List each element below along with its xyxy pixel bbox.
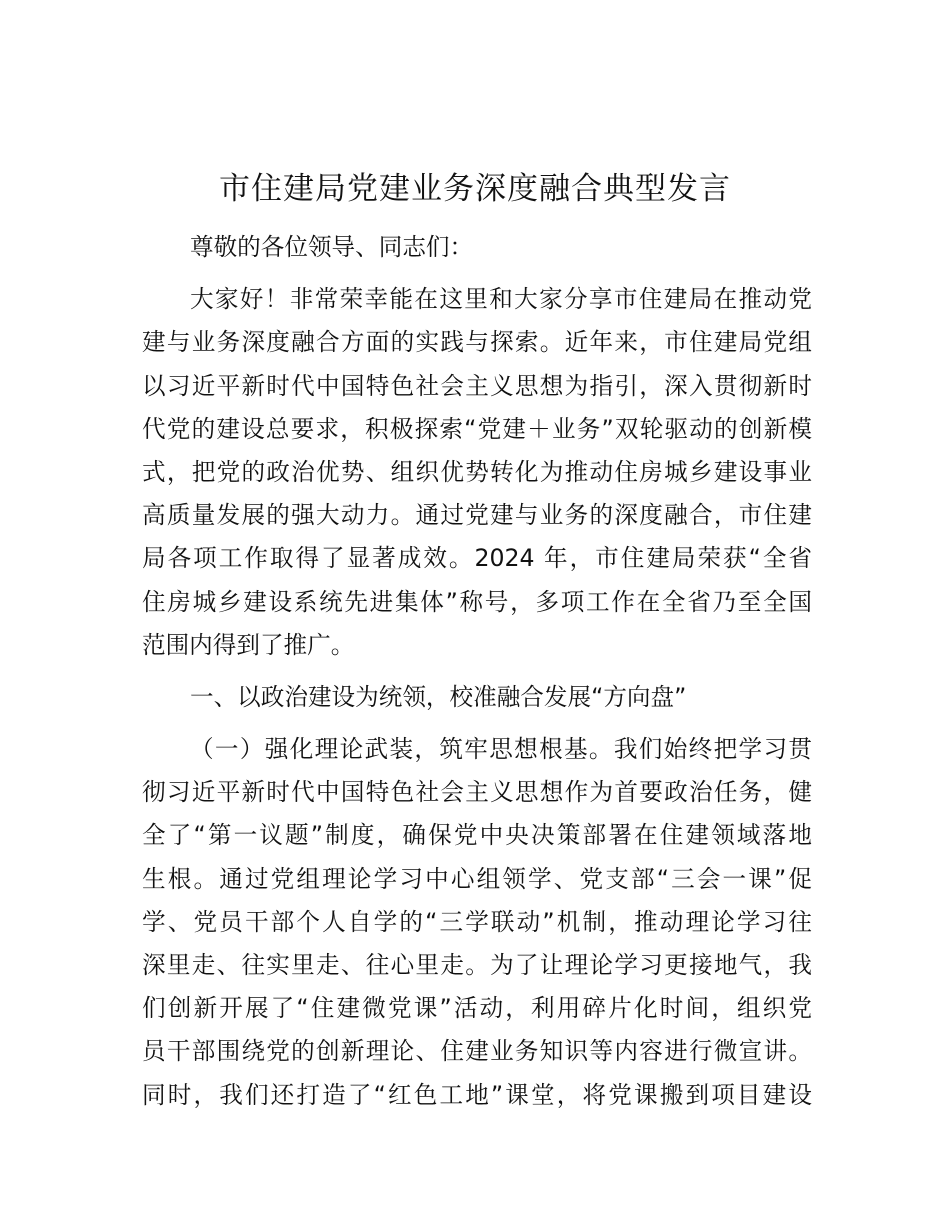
text-line: 局各项工作取得了显著成效。2024 年，市住建局荣获“全省 (142, 544, 812, 573)
text-line: （一）强化理论武装，筑牢思想根基。我们始终把学习贯 (190, 735, 812, 764)
text-line: 彻习近平新时代中国特色社会主义思想作为首要政治任务，健 (142, 778, 812, 807)
document-title: 市住建局党建业务深度融合典型发言 (219, 171, 731, 207)
section-heading: 一、以政治建设为统领，校准融合发展“方向盘” (190, 682, 687, 711)
text-line: 学、党员干部个人自学的“三学联动”机制，推动理论学习往 (142, 907, 812, 936)
text-line: 式，把党的政治优势、组织优势转化为推动住房城乡建设事业 (142, 457, 812, 486)
text-line: 深里走、往实里走、往心里走。为了让理论学习更接地气，我 (142, 951, 812, 979)
text-line: 大家好！非常荣幸能在这里和大家分享市住建局在推动党 (190, 285, 812, 314)
text-line: 建与业务深度融合方面的实践与探索。近年来，市住建局党组 (142, 328, 812, 357)
text-line: 们创新开展了“住建微党课”活动，利用碎片化时间，组织党 (142, 994, 812, 1023)
paragraph-intro (142, 278, 812, 667)
paragraph-theory (142, 728, 812, 1117)
text-line: 以习近平新时代中国特色社会主义思想为指引，深入贯彻新时 (142, 371, 812, 400)
document-body (142, 226, 812, 1117)
text-line: 生根。通过党组理论学习中心组领学、党支部“三会一课”促 (142, 864, 812, 893)
text-line: 全了“第一议题”制度，确保党中央决策部署在住建领域落地 (142, 821, 812, 850)
salutation: 尊敬的各位领导、同志们： (190, 233, 474, 261)
text-line: 员干部围绕党的创新理论、住建业务知识等内容进行微宣讲。 (142, 1037, 812, 1066)
text-line: 范围内得到了推广。 (142, 630, 355, 659)
text-line: 住房城乡建设系统先进集体”称号，多项工作在全省乃至全国 (142, 587, 812, 616)
text-line: 代党的建设总要求，积极探索“党建＋业务”双轮驱动的创新模 (142, 414, 812, 443)
text-line: 同时，我们还打造了“红色工地”课堂，将党课搬到项目建设 (142, 1080, 812, 1109)
text-line: 高质量发展的强大动力。通过党建与业务的深度融合，市住建 (142, 501, 812, 530)
